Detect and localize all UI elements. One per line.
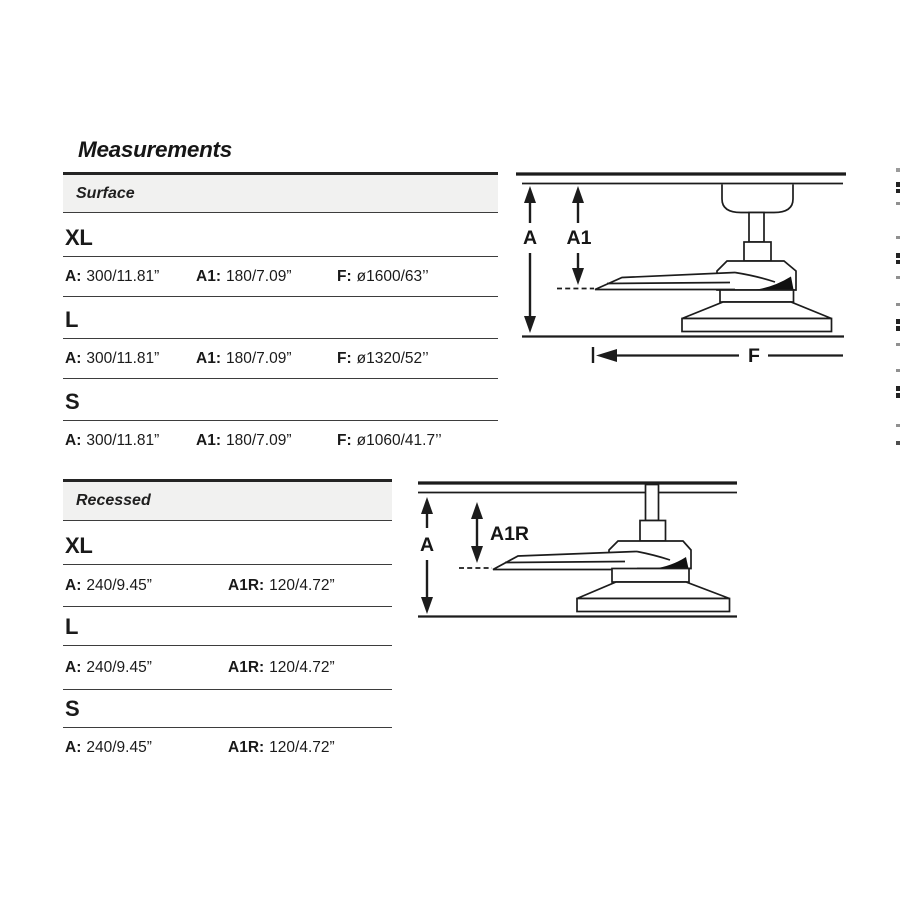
label-f: F — [748, 345, 760, 367]
diffuser-drum — [682, 319, 832, 332]
recessed-data-row-l — [63, 646, 392, 690]
dimension-a1r: A1R: 120/4.72” — [228, 576, 335, 594]
arrowhead-left — [596, 349, 617, 362]
recessed-header-label: Recessed — [76, 492, 151, 509]
clipped-text-fragment — [896, 424, 900, 427]
surface-mount-diagram — [508, 163, 900, 370]
size-label: S — [65, 389, 80, 414]
arrowhead-up — [421, 497, 433, 514]
fan-blade-edge-line — [505, 562, 625, 563]
dimension-a: A: 240/9.45” — [65, 576, 152, 594]
label-a1: A1 — [566, 227, 592, 249]
label-a: A — [522, 227, 538, 249]
recessed-size-row-xl — [63, 521, 392, 565]
size-label: XL — [65, 225, 93, 250]
arrowhead-down — [524, 316, 536, 333]
clipped-text-fragment — [896, 276, 900, 279]
recessed-size-row-l — [63, 607, 392, 646]
dimension-line-f — [593, 347, 843, 363]
dimension-a: A: 300/11.81” — [65, 432, 160, 449]
clipped-text-fragment — [896, 303, 900, 306]
clipped-text-fragment — [896, 189, 900, 193]
clipped-text-fragment — [896, 343, 900, 346]
clipped-text-fragment — [896, 253, 900, 258]
fan-blade-edge-line — [607, 283, 730, 284]
surface-data-row-l — [63, 339, 498, 379]
dimension-a: A: 300/11.81” — [65, 349, 160, 367]
arrowhead-up — [524, 186, 536, 203]
clipped-text-fragment — [896, 182, 900, 187]
diffuser-drum — [577, 599, 730, 612]
clipped-text-fragment — [896, 260, 900, 264]
clipped-text-fragment — [896, 236, 900, 239]
label-a: A — [419, 534, 435, 556]
dimension-a1r: A1R: 120/4.72” — [228, 739, 335, 756]
diffuser-cone — [682, 302, 832, 319]
recessed-data-row-xl — [63, 565, 392, 607]
clipped-text-fragment — [896, 369, 900, 372]
dimension-a1r: A1R: 120/4.72” — [228, 658, 335, 676]
motor-ring-band — [720, 290, 794, 302]
clipped-text-fragment — [896, 393, 900, 398]
label-a1r: A1R — [490, 523, 530, 545]
surface-data-row-s — [63, 421, 498, 461]
clipped-text-fragment — [896, 386, 900, 391]
size-label: L — [65, 307, 79, 332]
size-label: L — [65, 614, 79, 639]
size-label: S — [65, 696, 80, 721]
recessed-mount-diagram — [403, 468, 743, 626]
rod-coupling — [744, 242, 771, 261]
surface-measurements-table — [63, 172, 498, 461]
arrowhead-down — [421, 597, 433, 614]
arrowhead-down — [471, 546, 483, 563]
recessed-size-row-s — [63, 690, 392, 728]
recessed-table-header — [63, 482, 392, 521]
clipped-text-fragment — [896, 441, 900, 445]
surface-size-row-l — [63, 297, 498, 339]
page-title: Measurements — [78, 137, 232, 162]
mounting-canopy — [722, 185, 793, 213]
arrowhead-up — [471, 502, 483, 519]
surface-table-header — [63, 175, 498, 213]
arrowhead-down — [572, 268, 584, 285]
arrowhead-up — [572, 186, 584, 203]
dimension-f: F: ø1600/63’’ — [337, 267, 429, 285]
recessed-measurements-table — [63, 479, 392, 768]
recessed-downrod — [646, 485, 659, 521]
diffuser-cone — [577, 582, 730, 599]
dimension-a1: A1: 180/7.09” — [196, 432, 292, 449]
surface-header-label: Surface — [76, 184, 135, 202]
dimension-f: F: ø1060/41.7’’ — [337, 432, 442, 449]
clipped-text-fragment — [896, 202, 900, 205]
dimension-f: F: ø1320/52’’ — [337, 349, 429, 367]
dimension-a: A: 240/9.45” — [65, 658, 152, 676]
dimension-a1: A1: 180/7.09” — [196, 267, 292, 285]
downrod — [749, 213, 764, 243]
dimension-a: A: 240/9.45” — [65, 739, 152, 756]
surface-size-row-s — [63, 379, 498, 421]
motor-ring-band — [612, 569, 689, 583]
rod-coupling — [640, 521, 666, 542]
surface-data-row-xl — [63, 257, 498, 297]
surface-size-row-xl — [63, 213, 498, 257]
clipped-text-fragment — [896, 168, 900, 172]
size-label: XL — [65, 533, 93, 558]
clipped-text-fragment — [896, 319, 900, 324]
recessed-data-row-s — [63, 728, 392, 768]
dimension-a1: A1: 180/7.09” — [196, 349, 292, 367]
dimension-a: A: 300/11.81” — [65, 267, 160, 285]
clipped-text-fragment — [896, 326, 900, 331]
